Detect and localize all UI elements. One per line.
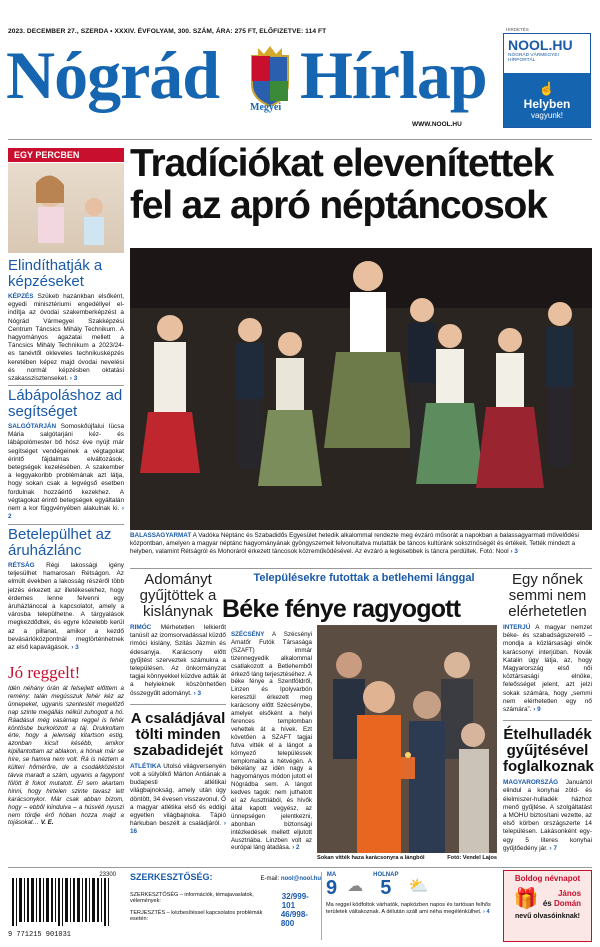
- mid3-kicker: Településekre futottak a betlehemi lánggal: [253, 572, 475, 584]
- nameday-title: Boldog névnapot: [514, 874, 581, 883]
- lead-caption-text: A Vadóka Néptánc és Szabadidős Egyesület hetedik alkalommal rendezte meg évzáró műsorát a napokban a balassagyarmati művelődési központban, amelyen a magyar néptánc hagyományának gyöngyszemeit felvonultatva mutatták be táncos kultúránk sokszínűségét és értékeit. Tették mindezt a helyben, valamint Rétságról és Mohoráról érkezett táncosok közreműködésével. Az évzáró a legkisebbek is táncra perdültek. Fotó: Nool: [130, 532, 579, 555]
- weather-today-label: MA: [326, 872, 337, 878]
- beke-photo: [317, 625, 497, 853]
- dateline: 2023. DECEMBER 27., SZERDA • XXXIV. ÉVFOLYAM, 300. SZÁM, ÁRA: 275 FT, ELŐFIZETVE: 114 FT: [8, 28, 327, 35]
- barcode-issue: 23300: [99, 872, 116, 878]
- editorial-contact: [130, 872, 322, 940]
- barcode: [8, 872, 116, 938]
- barcode-digits: 9 771215 901031: [8, 931, 72, 939]
- ad-tag-2: vagyunk!: [530, 111, 564, 120]
- beke-photo-caption: Sokan vitték haza karácsonyra a lángból: [317, 855, 425, 861]
- tel-2[interactable]: 46/998-800: [280, 910, 308, 928]
- left3-more[interactable]: › 3: [71, 644, 79, 652]
- left2-section: SALGÓTARJÁN: [8, 423, 57, 430]
- hand-icon: ☝: [538, 81, 556, 96]
- mid3-headline[interactable]: Béke fénye ragyogott: [222, 595, 461, 623]
- weather-more[interactable]: › 4: [483, 909, 490, 915]
- mid4-title2: Ételhulladék gyűjtésével foglalkoznak: [503, 726, 594, 776]
- left1-more[interactable]: › 3: [69, 375, 78, 383]
- nameday-name-2: Domán: [553, 898, 582, 908]
- mid4-more[interactable]: › 9: [533, 706, 541, 714]
- masthead-title-1: Nógrád: [6, 37, 220, 113]
- lead-caption: [130, 532, 592, 556]
- mid4-title: Egy nőnek semmi nem elérhetetlen: [508, 571, 587, 620]
- mid3-section: SZÉCSÉNY: [231, 631, 265, 638]
- mid2-more2[interactable]: › 16: [130, 820, 227, 836]
- ad-sub: NÓGRÁD VÁRMEGYEI HÍRPORTÁL: [508, 53, 559, 63]
- left3-body: Régi lakossági igény teljesülhet hamarosan Rétságon. Az elmúlt években a lakosság részéről több jelzés érkezett az illetékesekhez, hogy érdemes lenne felvenni egy áruházlánccal a kapcsolatot, amely a városba települhetne. A tárgyalások megkezdődtek, és egyre közelebb kerül az a pillanat, amikor a kezdő bevásárlóközpontnál megtörténhetnek az első kapavágások.: [8, 562, 124, 652]
- gift-icon: 🎁: [513, 888, 539, 910]
- weather-tomorrow-temp: 5: [380, 877, 392, 899]
- weather-box: [326, 872, 496, 940]
- tel-1[interactable]: 32/999-101: [281, 892, 309, 910]
- left1-title: Elindíthatják a képzéseket: [8, 257, 103, 290]
- ad-tag-1: Helyben: [523, 97, 571, 111]
- left1-body: Szükeb hazánkban elsőként, egyedi minisztériumi engedéllyel el-indítja az óvodai szakemberképzést a Nógrád Vármegyei Szakképzési Centrum Táncsics Mihály Technikum. A hagyományos ágazatai mellett a Táncsics Mihály Technikum a 2023/24-es tanévtől okleveles technikusképzés keretében képez majd óvodai nevelési és normál képzésben oktatási szakasszisztenseket.: [8, 293, 125, 383]
- mid3-body: A Szécsényi Amatőr Futók Társasága (SZAFT) immár tizennegyedik alkalommal csatlakozott a Betlehemből érkező láng terjesztéséhez. A béke fénye a Szentföldről, Linzen és Ipolyvarbón keresztül érkezett meg karácsony előtt Szécsénybe, amelyet elsőként a helyi ferences templomban vehettek át a hívek. Ezt követően a SZAFT tagjai futva vitték el a lángot a környező településsek templomaiba a hétvégén. A békelány az idén nagy a hagyományos módon jutott el Nógrádba sem. A lángot kedves tagok: nem juthatott el az Ausztriából, és hívők által kapott vegyész, az ünnepségen jelentkezni, abonban biztonsági intézkedések mellett eljutott Ausztriába. Linzben volt az európai láng átadása.: [231, 631, 312, 852]
- ad-label: HIRDETÉS: [506, 27, 529, 32]
- website[interactable]: WWW.NOOL.HU: [412, 121, 462, 128]
- mid4-section2: MAGYARORSZÁG: [503, 779, 559, 787]
- mid4-body: A magyar nemzet béke- és szabadságszerető – mondja a közlársasági elnök karácsonyi interjúban. Novák Katalin úgy látja, az, hogy Magyarország első női köztársasági elnöke, feleősséget jelent, azt jelzi sokak számára, hogy „semmi nem elérhetetlen egy nő számára”.: [503, 624, 592, 714]
- nameday-and: és: [542, 898, 552, 908]
- lead-headline[interactable]: Tradíciókat elevenítettek fel az apró néptáncosok: [130, 142, 554, 227]
- email-label: E-mail:: [260, 876, 280, 882]
- szerk-label: SZERKESZTŐSÉG:: [130, 872, 213, 882]
- mid2-title2: A családjával tölti minden szabadidejét: [130, 709, 226, 759]
- mid2-more[interactable]: › 3: [193, 689, 202, 697]
- nameday-box: [503, 870, 592, 942]
- left2-more[interactable]: › 2: [8, 505, 124, 521]
- left2-title: Lábápoláshoz ad segítséget: [8, 387, 123, 420]
- left3-section: RÉTSÁG: [8, 562, 35, 569]
- lead-caption-section: BALASSAGYARMAT: [130, 532, 192, 539]
- masthead-title-2: Hírlap: [300, 37, 487, 113]
- crest-icon: [238, 44, 302, 114]
- thumbnail-image: [8, 163, 124, 253]
- contact-line-1: SZERKESZTŐSÉG – információk, témajavaslatok, vélemények:: [130, 892, 254, 904]
- left1-section: KÉPZÉS: [8, 293, 34, 300]
- mid2-title: Adományt gyűjtöttek a kislánynak: [139, 571, 217, 620]
- mid4-more2[interactable]: › 7: [549, 844, 558, 852]
- mid2-body: Mérhetetlen lelkierőt tanúsít az izomsorvadással küzdő rimóci kislány, Szitás Jázmin és édesanyja. Karácsony előtt gyűjtést szerveztek számukra a településen. Az önkormányzat tagjai könnyekkel küzdve adták át a helyieknek köszönhetően összegyűlt adományt.: [130, 624, 227, 697]
- nameday-name-1: János: [557, 888, 582, 898]
- mid2-section: RIMÓC: [130, 624, 152, 631]
- mid2-section2: ATLÉTIKA: [130, 762, 162, 770]
- left3-title: Betelepülhet az áruházlánc: [8, 526, 112, 559]
- nool-ad[interactable]: [503, 33, 591, 128]
- weather-text: Ma reggel ködfoltok várhatók, napközben napos és tartósan felhős területek váltakoznak. A délután száll ami néha megélénkülhet.: [326, 902, 491, 915]
- sun-cloud-icon: ⛅: [408, 878, 429, 895]
- lead-photo: [130, 248, 592, 530]
- weather-tomorrow-label: HOLNAP: [373, 872, 399, 878]
- mid4-section: INTERJÚ: [503, 624, 531, 631]
- email-link[interactable]: nool@nool.hu: [280, 876, 321, 882]
- nameday-end: nevű olvasóinknak!: [515, 913, 580, 920]
- ad-brand: NOOL.HU: [508, 37, 573, 53]
- cloud-icon: ☁: [347, 878, 364, 895]
- mid3-more[interactable]: › 2: [292, 844, 300, 852]
- contact-line-2: TERJESZTÉS – kézbesítéssel kapcsolatos problémák esetén:: [130, 910, 263, 922]
- jo-reggelt-title: Jó reggelt!: [8, 663, 81, 682]
- jo-reggelt-box: [8, 663, 124, 865]
- weather-today-temp: 9: [326, 877, 338, 899]
- jo-reggelt-body: Idén néhány órán át felsejlett előttem a remény: talán megússzuk fehér kéz az ünnepeket, ugyanis szentestét megelőző nap szinte megállás nélkül zuhogott a hó. Ráadásul még vasárnap reggel is fehér köntösbe burkolózott a táj. Drukkoltam érte, hogy a jelenség kitartson estig, azonban kicsit késébb, amikor kipillantottam az ablakon, a hónak már se híre, se hamva nem volt. Rá is néztem a külteri hőmérőre, de a csodákközéstol távva maradt a szám, ugyanis a fagypont fölött 8 fokot mutatott. El sem akartam hinni, hogy hirtelen szinte tavasz lett karácsonykor. Már csak abban bízom, hogy – ebből kiindulva – a húsvéti nyuszi nem tördje érő hóban hozza majd a tojásokat…: [8, 685, 124, 827]
- beke-photo-credit: Fotó: Vendel Lajos: [447, 855, 497, 861]
- lead-more[interactable]: › 3: [510, 548, 518, 555]
- jo-reggelt-sign: V. E.: [40, 819, 54, 827]
- section-label: EGY PERCBEN: [8, 148, 124, 162]
- crest-label: Megyei: [250, 102, 282, 113]
- left2-body: Somoskőújfalui Iücsa Mária salgótarjáni kéz- és lábápolómester bő hósz éve nyújt már segítséget vendégeinek a végtagokat érintő fájdalmas elváltozások, betegségek kezelésében. A szakember a leggyakoribb problémának azt látja, hogy sokan csak a legvégső esetben fordulnak hozzáértő kezekhez. A végtagokat érintő betegségek egyáltalán nem a kor függvényében alakulnak ki.: [8, 423, 124, 513]
- mid2-body2: Utolsó világversenyén volt a sülyölkő Márton Antiának a budapesti atlétikai világbajnokság, amely után úgy döntött, 34 évesen visszavonul. Ő a magyar atlétika első és eddigi egyetlen világbajnoka. Tápió hárkuban beszélt a családjáról.: [130, 762, 226, 828]
- mid4-body2: Januártól elindul a konyhai zöld- és élelmiszer-hulladék házhoz menő gyűjtése. A szolgáltatást a MOHU biztosítani vezette, az első körben országszerte 14 településen. Lakásonként egy-egy 5 literes konyhai gyűjtőedény jár.: [503, 779, 592, 852]
